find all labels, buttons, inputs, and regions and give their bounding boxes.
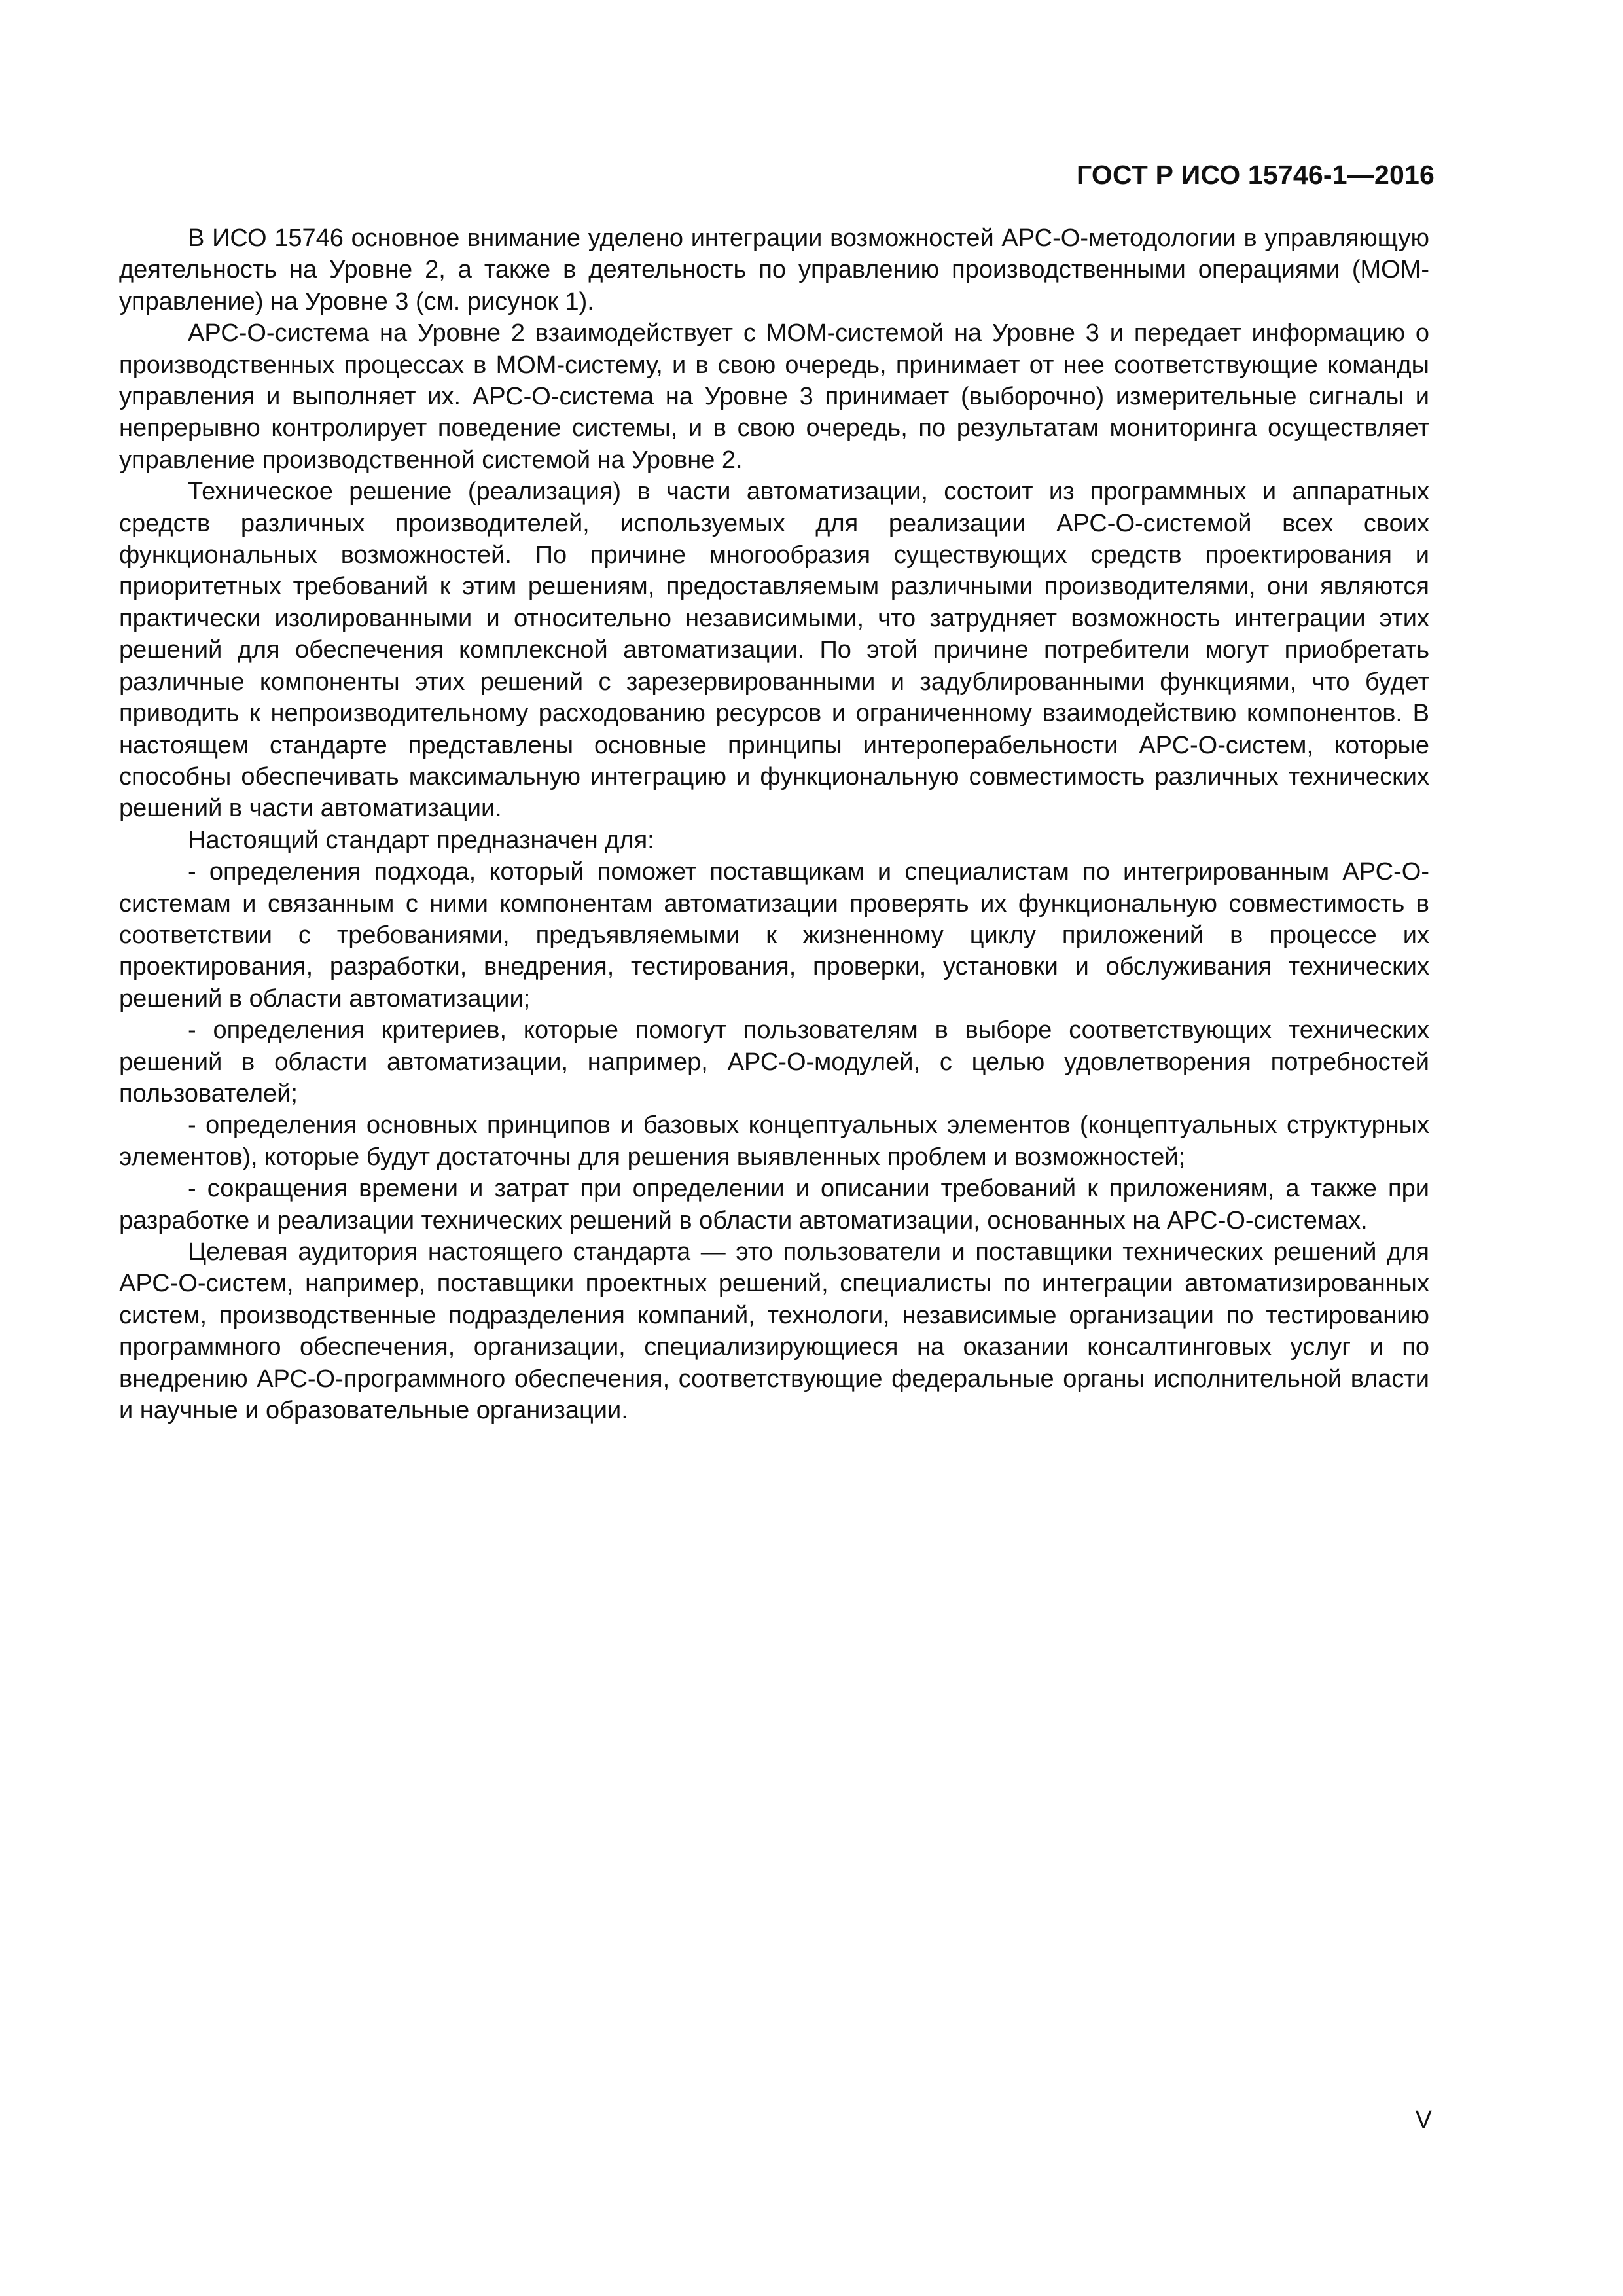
- list-item-principles: - определения основных принципов и базовых концептуальных элементов (концептуальных структурных элементов), которые будут достаточны для решения выявленных проблем и возможностей;: [119, 1111, 1429, 1171]
- document-designation: ГОСТ Р ИСО 15746-1—2016: [1077, 160, 1435, 190]
- paragraph-audience: Целевая аудитория настоящего стандарта — это пользователи и поставщики технических решений для АРС-О-систем, например, поставщики проектных решений, специалисты по интеграции автоматизированных систем, производственные подразделения компаний, технологи, независимые организации по тестированию программного обеспечения, организации, специализирующиеся на оказании консалтинговых услуг и по внедрению АРС-О-программного обеспечения, соответствующие федеральные органы исполнительной власти и научные и образовательные организации.: [119, 1238, 1429, 1425]
- paragraph-intro: В ИСО 15746 основное внимание уделено интеграции возможностей АРС-О-методологии в управляющую деятельность на Уровне 2, а также в деятельность по управлению производственными операциями (МОМ-управление) на Уровне 3 (см. рисунок 1).: [119, 224, 1429, 315]
- paragraph-technical-solution: Техническое решение (реализация) в части автоматизации, состоит из программных и аппаратных средств различных производителей, используемых для реализации АРС-О-системой всех своих функциональных возможностей. По причине многообразия существующих средств проектирования и приоритетных требований к этим решениям, предоставляемым различными производителями, они являются практически изолированными и относительно независимыми, что затрудняет возможность интеграции этих решений для обеспечения комплексной автоматизации. По этой причине потребители могут приобретать различные компоненты этих решений с зарезервированными и задублированными функциями, что будет приводить к непроизводительному расходованию ресурсов и ограниченному взаимодействию компонентов. В настоящем стандарте представлены основные принципы интероперабельности АРС-О-систем, которые способны обеспечивать максимальную интеграцию и функциональную совместимость различных технических решений в части автоматизации.: [119, 478, 1429, 823]
- list-item-reduction: - сокращения времени и затрат при определении и описании требований к приложениям, а также при разработке и реализации технических решений в области автоматизации, основанных на АРС-О-системах.: [119, 1175, 1429, 1234]
- list-item-approach: - определения подхода, который поможет поставщикам и специалистам по интегрированным АРС-О-системам и связанным с ними компонентам автоматизации проверять их функциональную совместимость в соответствии с требованиями, предъявляемыми к жизненному циклу приложений в процессе их проектирования, разработки, внедрения, тестирования, проверки, установки и обслуживания технических решений в области автоматизации;: [119, 858, 1429, 1013]
- paragraph-apco-system: АРС-О-система на Уровне 2 взаимодействует с МОМ-системой на Уровне 3 и передает информацию о производственных процессах в МОМ-систему, и в свою очередь, принимает от нее соответствующие команды управления и выполняет их. АРС-О-система на Уровне 3 принимает (выборочно) измерительные сигналы и непрерывно контролирует поведение системы, и в свою очередь, по результатам мониторинга осуществляет управление производственной системой на Уровне 2.: [119, 319, 1429, 474]
- page-number: V: [1415, 2106, 1432, 2134]
- paragraph-purpose-lead: Настоящий стандарт предназначен для:: [188, 826, 654, 854]
- list-item-criteria: - определения критериев, которые помогут пользователям в выборе соответствующих технических решений в области автоматизации, например, АРС-О-модулей, с целью удовлетворения потребностей пользователей;: [119, 1016, 1429, 1107]
- document-body: [119, 223, 1429, 1426]
